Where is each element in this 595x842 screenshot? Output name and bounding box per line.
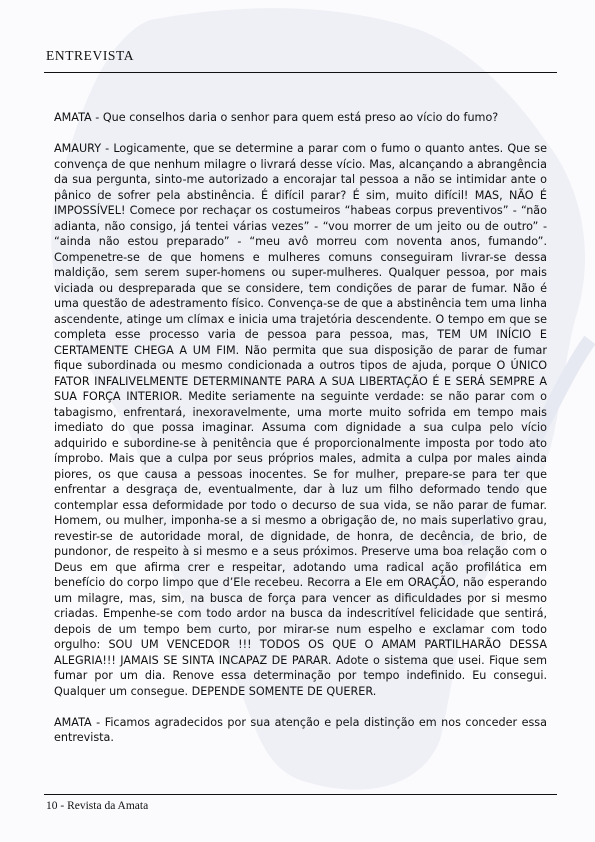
header-rule [44,72,557,73]
interview-question-1: AMATA - Que conselhos daria o senhor para quem está preso ao vício do fumo? [54,111,499,124]
footer-page-label: 10 - Revista da Amata [46,800,149,812]
section-header: ENTREVISTA [46,48,135,63]
footer-rule [44,794,557,795]
interview-closing: AMATA - Ficamos agradecidos por sua atenção e pela distinção em nos conceder essa entrevista. [54,715,547,744]
interview-body [54,110,547,746]
interview-answer-1: AMAURY - Logicamente, que se determine a parar com o fumo o quanto antes. Que se convença de que nenhum milagre o livrará desse vício. Mas, alcançando a abrangência da sua pergunta, sinto-me autorizado a encorajar tal pessoa a não se intimidar ante o pânico de sofrer pela abstinência. É difícil parar? É sim, muito difícil! MAS, NÃO É IMPOSSÍVEL! Comece por rechaçar os costumeiros “habeas corpus preventivos” - “não adianta, não consigo, já tentei várias vezes” - “vou morrer de um jeito ou de outro” - “ainda não estou preparado” - “meu avô morreu com noventa anos, fumando”. Compenetre-se de que homens e mulheres comuns conseguiram livrar-se dessa maldição, sem serem super-homens ou super-mulheres. Qualquer pessoa, por mais viciada ou despreparada que se considere, tem condições de parar de fumar. Não é uma questão de adestramento físico. Convença-se de que a abstinência tem uma linha ascendente, atinge um clímax e inicia uma trajetória descendente. O tempo em que se completa esse processo varia de pessoa para pessoa, mas, TEM UM INÍCIO E CERTAMENTE CHEGA A UM FIM. Não permita que sua disposição de parar de fumar fique subordinada ou mesmo condicionada a outros tipos de ajuda, porque O ÚNICO FATOR INFALIVELMENTE DETERMINANTE PARA A SUA LIBERTAÇÃO É E SERÁ SEMPRE A SUA FORÇA INTERIOR. Medite seriamente na seguinte verdade: se não parar com o tabagismo, enfrentará, inexoravelmente, uma morte muito sofrida em tempo mais imediato do que possa imaginar. Assuma com dignidade a sua culpa pelo vício adquirido e subordine-se à penitência que é proporcionalmente imposta por todo ato ímprobo. Mais que a culpa por seus próprios males, admita a culpa por males ainda piores, os que causa a pessoas inocentes. Se for mulher, prepare-se para ter que enfrentar a desgraça de, eventualmente, dar à luz um filho deformado tendo que contemplar essa deformidade por todo o decurso de sua vida, se não parar de fumar. Homem, ou mulher, imponha-se a si mesmo a obrigação de, no mais superlativo grau, revestir-se de autoridade moral, de dignidade, de honra, de decência, de brio, de pundonor, de respeito à si mesmo e a seus próximos. Preserve uma boa relação com o Deus em que afirma crer e respeitar, adotando uma radical ação profilática em benefício do corpo limpo que d’Ele recebeu. Recorra a Ele em ORAÇÃO, não esperando um milagre, mas, sim, na busca de força para vencer as dificuldades por si mesmo criadas. Empenhe-se com todo ardor na busca da indescritível felicidade que sentirá, depois de um tempo bem curto, por mirar-se num espelho e exclamar com todo orgulho: SOU UM VENCEDOR !!! TODOS OS QUE O AMAM PARTILHARÃO DESSA ALEGRIA!!! JAMAIS SE SINTA INCAPAZ DE PARAR. Adote o sistema que usei. Fique sem fumar por um dia. Renove essa determinação por tempo indefinido. Eu consegui. Qualquer um consegue. DEPENDE SOMENTE DE QUERER. [54,142,547,698]
